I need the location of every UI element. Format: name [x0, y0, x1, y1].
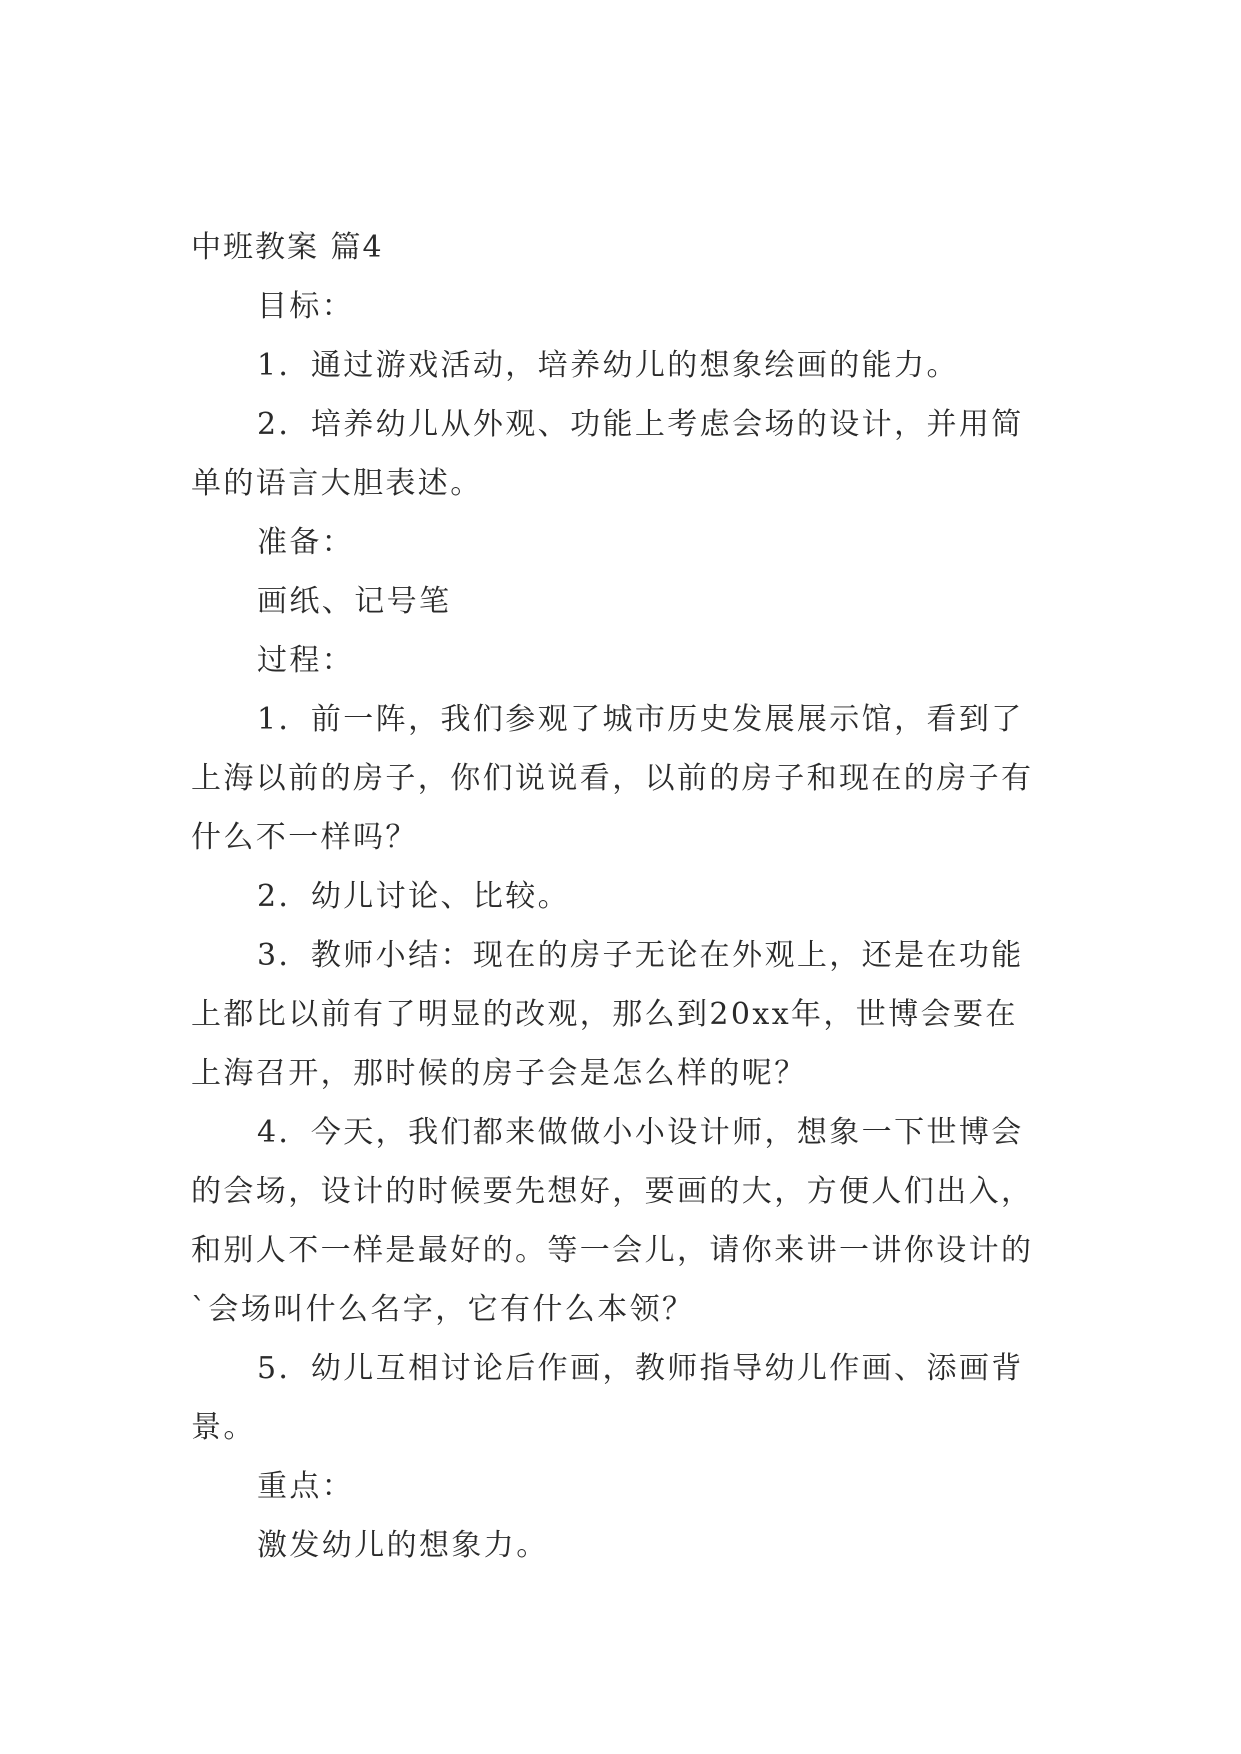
paragraph-line: 上都比以前有了明显的改观，那么到20xx年，世博会要在 — [191, 997, 1018, 1032]
paragraph-line: `会场叫什么名字，它有什么本领？ — [191, 1292, 695, 1327]
section-heading-process: 过程： — [257, 643, 355, 678]
section-heading-preparation: 准备： — [257, 525, 355, 560]
paragraph-line: 的会场，设计的时候要先想好，要画的大，方便人们出入， — [191, 1174, 1034, 1209]
paragraph-line: 和别人不一样是最好的。等一会儿，请你来讲一讲你设计的 — [191, 1233, 1034, 1268]
document-body — [191, 218, 1051, 1575]
paragraph-line: 单的语言大胆表述。 — [191, 466, 483, 501]
section-heading-goals: 目标： — [257, 289, 355, 324]
paragraph-line: 上海以前的房子，你们说说看，以前的房子和现在的房子有 — [191, 761, 1034, 796]
paragraph-line: 景。 — [191, 1410, 256, 1445]
paragraph-line: 1．前一阵，我们参观了城市历史发展展示馆，看到了 — [257, 702, 1024, 737]
paragraph-line: 1．通过游戏活动，培养幼儿的想象绘画的能力。 — [257, 348, 959, 383]
paragraph-line: 激发幼儿的想象力。 — [257, 1528, 549, 1563]
paragraph-line: 4．今天，我们都来做做小小设计师，想象一下世博会 — [257, 1115, 1024, 1150]
section-heading-focus: 重点： — [257, 1469, 355, 1504]
paragraph-line: 3．教师小结：现在的房子无论在外观上，还是在功能 — [257, 938, 1024, 973]
document-title: 中班教案 篇4 — [191, 230, 384, 265]
paragraph-line: 什么不一样吗？ — [191, 820, 418, 855]
paragraph-line: 画纸、记号笔 — [257, 584, 452, 619]
paragraph-line: 上海召开，那时候的房子会是怎么样的呢？ — [191, 1056, 807, 1091]
paragraph-line: 5．幼儿互相讨论后作画，教师指导幼儿作画、添画背 — [257, 1351, 1024, 1386]
paragraph-line: 2．幼儿讨论、比较。 — [257, 879, 571, 914]
paragraph-line: 2．培养幼儿从外观、功能上考虑会场的设计，并用简 — [257, 407, 1024, 442]
